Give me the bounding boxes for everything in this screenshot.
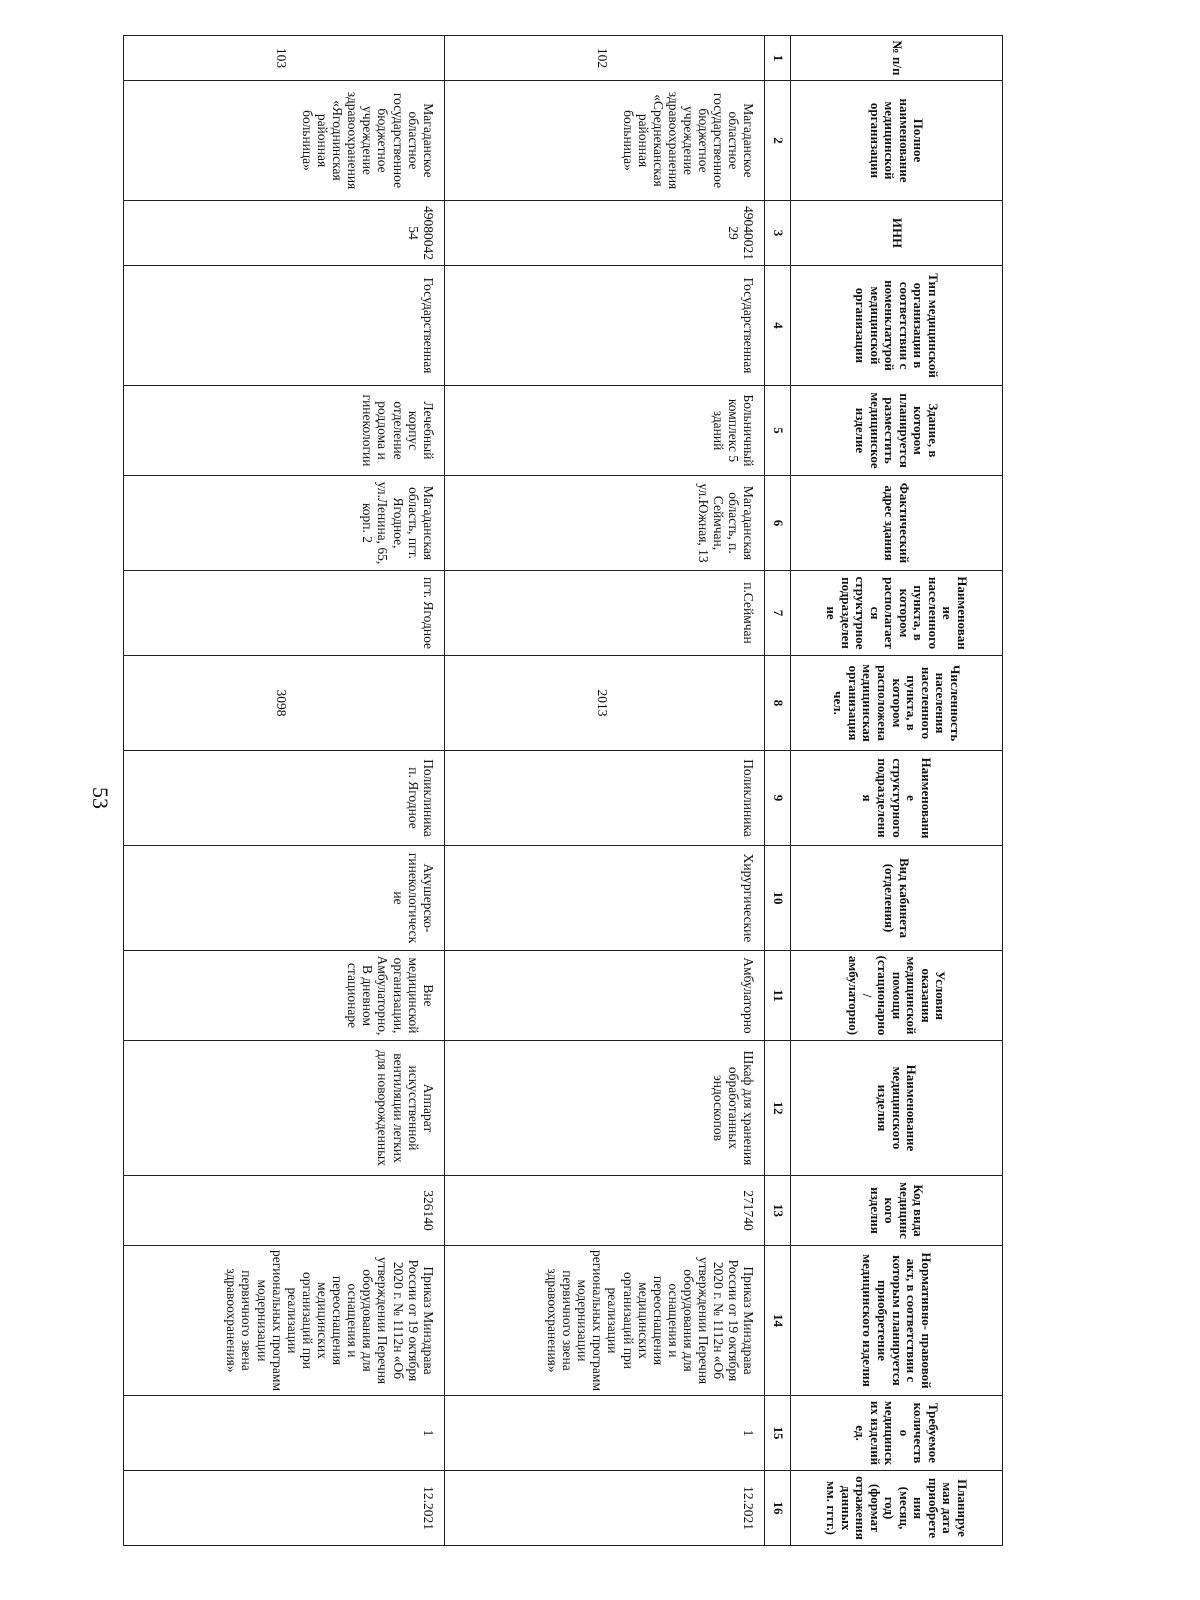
subdivision-cell: Поликлиника xyxy=(444,751,765,846)
column-number: 12 xyxy=(765,1041,790,1176)
header-row xyxy=(790,36,1002,1546)
column-number: 5 xyxy=(765,386,790,476)
column-number: 16 xyxy=(765,1471,790,1546)
population-cell: 3098 xyxy=(124,656,445,751)
qty-cell: 1 xyxy=(124,1396,445,1471)
device-cell: Шкаф для хранения обработанных эндоскопов xyxy=(444,1041,765,1176)
page-number: 53 xyxy=(88,787,113,809)
column-number: 11 xyxy=(765,951,790,1041)
table-row xyxy=(444,36,765,1546)
device-cell: Аппарат искусственной вентиляции легких для новорожденных xyxy=(124,1041,445,1176)
header-cell: ИНН xyxy=(790,201,1002,266)
column-number: 8 xyxy=(765,656,790,751)
settlement-cell: пгт. Ягодное xyxy=(124,571,445,656)
column-number: 3 xyxy=(765,201,790,266)
column-number: 10 xyxy=(765,846,790,951)
column-number: 2 xyxy=(765,81,790,201)
act-cell: Приказ Минздрава России от 19 октября 2020 г. № 1112н «Об утверждении Перечня оборудования для оснащения и переоснащения медицинских организаций при реализации региональных программ модернизации первичного звена здравоохранения» xyxy=(124,1246,445,1396)
address-cell: Магаданская область, п. Сеймчан, ул.Южная, 13 xyxy=(444,476,765,571)
column-number: 6 xyxy=(765,476,790,571)
row-number: 103 xyxy=(124,36,445,81)
org-type-cell: Государственная xyxy=(124,266,445,386)
code-cell: 271740 xyxy=(444,1176,765,1246)
org-type-cell: Государственная xyxy=(444,266,765,386)
date-cell: 12.2021 xyxy=(124,1471,445,1546)
header-cell: Вид кабинета (отделения) xyxy=(790,846,1002,951)
column-number: 4 xyxy=(765,266,790,386)
building-cell: Лечебный корпус отделение роддома и гинекологии xyxy=(124,386,445,476)
header-cell: Полное наименование медицинской организации xyxy=(790,81,1002,201)
org-name-cell: Магаданское областное государственное бюджетное учреждение здравоохранения «Ягоднинская районная больница» xyxy=(124,81,445,201)
conditions-cell: Амбулаторно xyxy=(444,951,765,1041)
header-cell: № п/п xyxy=(790,36,1002,81)
equipment-table xyxy=(123,35,1003,1546)
building-cell: Больничный комплекс 5 зданий xyxy=(444,386,765,476)
column-number: 15 xyxy=(765,1396,790,1471)
header-cell: Требуемое количество медицинских изделий ед. xyxy=(790,1396,1002,1471)
header-cell: Планируемая дата приобретения (месяц, год) (формат отражения данных мм. гггг.) xyxy=(790,1471,1002,1546)
cabinet-cell: Хирургические xyxy=(444,846,765,951)
conditions-cell: Вне медицинской организации, Амбулаторно, В дневном стационаре xyxy=(124,951,445,1041)
header-cell: Нормативно- правовой акт, в соответствии с которым планируется приобретение медицинского изделия xyxy=(790,1246,1002,1396)
column-number: 9 xyxy=(765,751,790,846)
column-number: 7 xyxy=(765,571,790,656)
subdivision-cell: Поликлиника п. Ягодное xyxy=(124,751,445,846)
inn-cell: 4908004254 xyxy=(124,201,445,266)
row-number: 102 xyxy=(444,36,765,81)
column-number: 14 xyxy=(765,1246,790,1396)
header-cell: Наименование населенного пункта, в котором располагается структурное подразделение xyxy=(790,571,1002,656)
header-cell: Код вида медицинского изделия xyxy=(790,1176,1002,1246)
date-cell: 12.2021 xyxy=(444,1471,765,1546)
address-cell: Магаданская область, пгт. Ягодное, ул.Ленина, 65, корп. 2 xyxy=(124,476,445,571)
population-cell: 2013 xyxy=(444,656,765,751)
code-cell: 326140 xyxy=(124,1176,445,1246)
org-name-cell: Магаданское областное государственное бюджетное учреждение здравоохранения «Среднеканская районная больница» xyxy=(444,81,765,201)
column-number-row xyxy=(765,36,790,1546)
header-cell: Условия оказания медицинской помощи (стационарно/амбулаторно) xyxy=(790,951,1002,1041)
qty-cell: 1 xyxy=(444,1396,765,1471)
settlement-cell: п.Сеймчан xyxy=(444,571,765,656)
header-cell: Наименование структурного подразделения xyxy=(790,751,1002,846)
header-cell: Здание, в котором планируется разместить медицинское изделие xyxy=(790,386,1002,476)
header-cell: Тип медицинской организации в соответствии с номенклатурой медицинской организации xyxy=(790,266,1002,386)
inn-cell: 4904002129 xyxy=(444,201,765,266)
header-cell: Наименование медицинского изделия xyxy=(790,1041,1002,1176)
header-cell: Численность населения населенного пункта, в котором расположена медицинская организация чел. xyxy=(790,656,1002,751)
cabinet-cell: Акушерско-гинекологические xyxy=(124,846,445,951)
column-number: 1 xyxy=(765,36,790,81)
equipment-table-wrapper xyxy=(123,35,1003,1540)
act-cell: Приказ Минздрава России от 19 октября 2020 г. № 1112н «Об утверждении Перечня оборудования для оснащения и переоснащения медицинских организаций при реализации региональных программ модернизации первичного звена здравоохранения» xyxy=(444,1246,765,1396)
column-number: 13 xyxy=(765,1176,790,1246)
table-row xyxy=(124,36,445,1546)
header-cell: Фактический адрес здания xyxy=(790,476,1002,571)
